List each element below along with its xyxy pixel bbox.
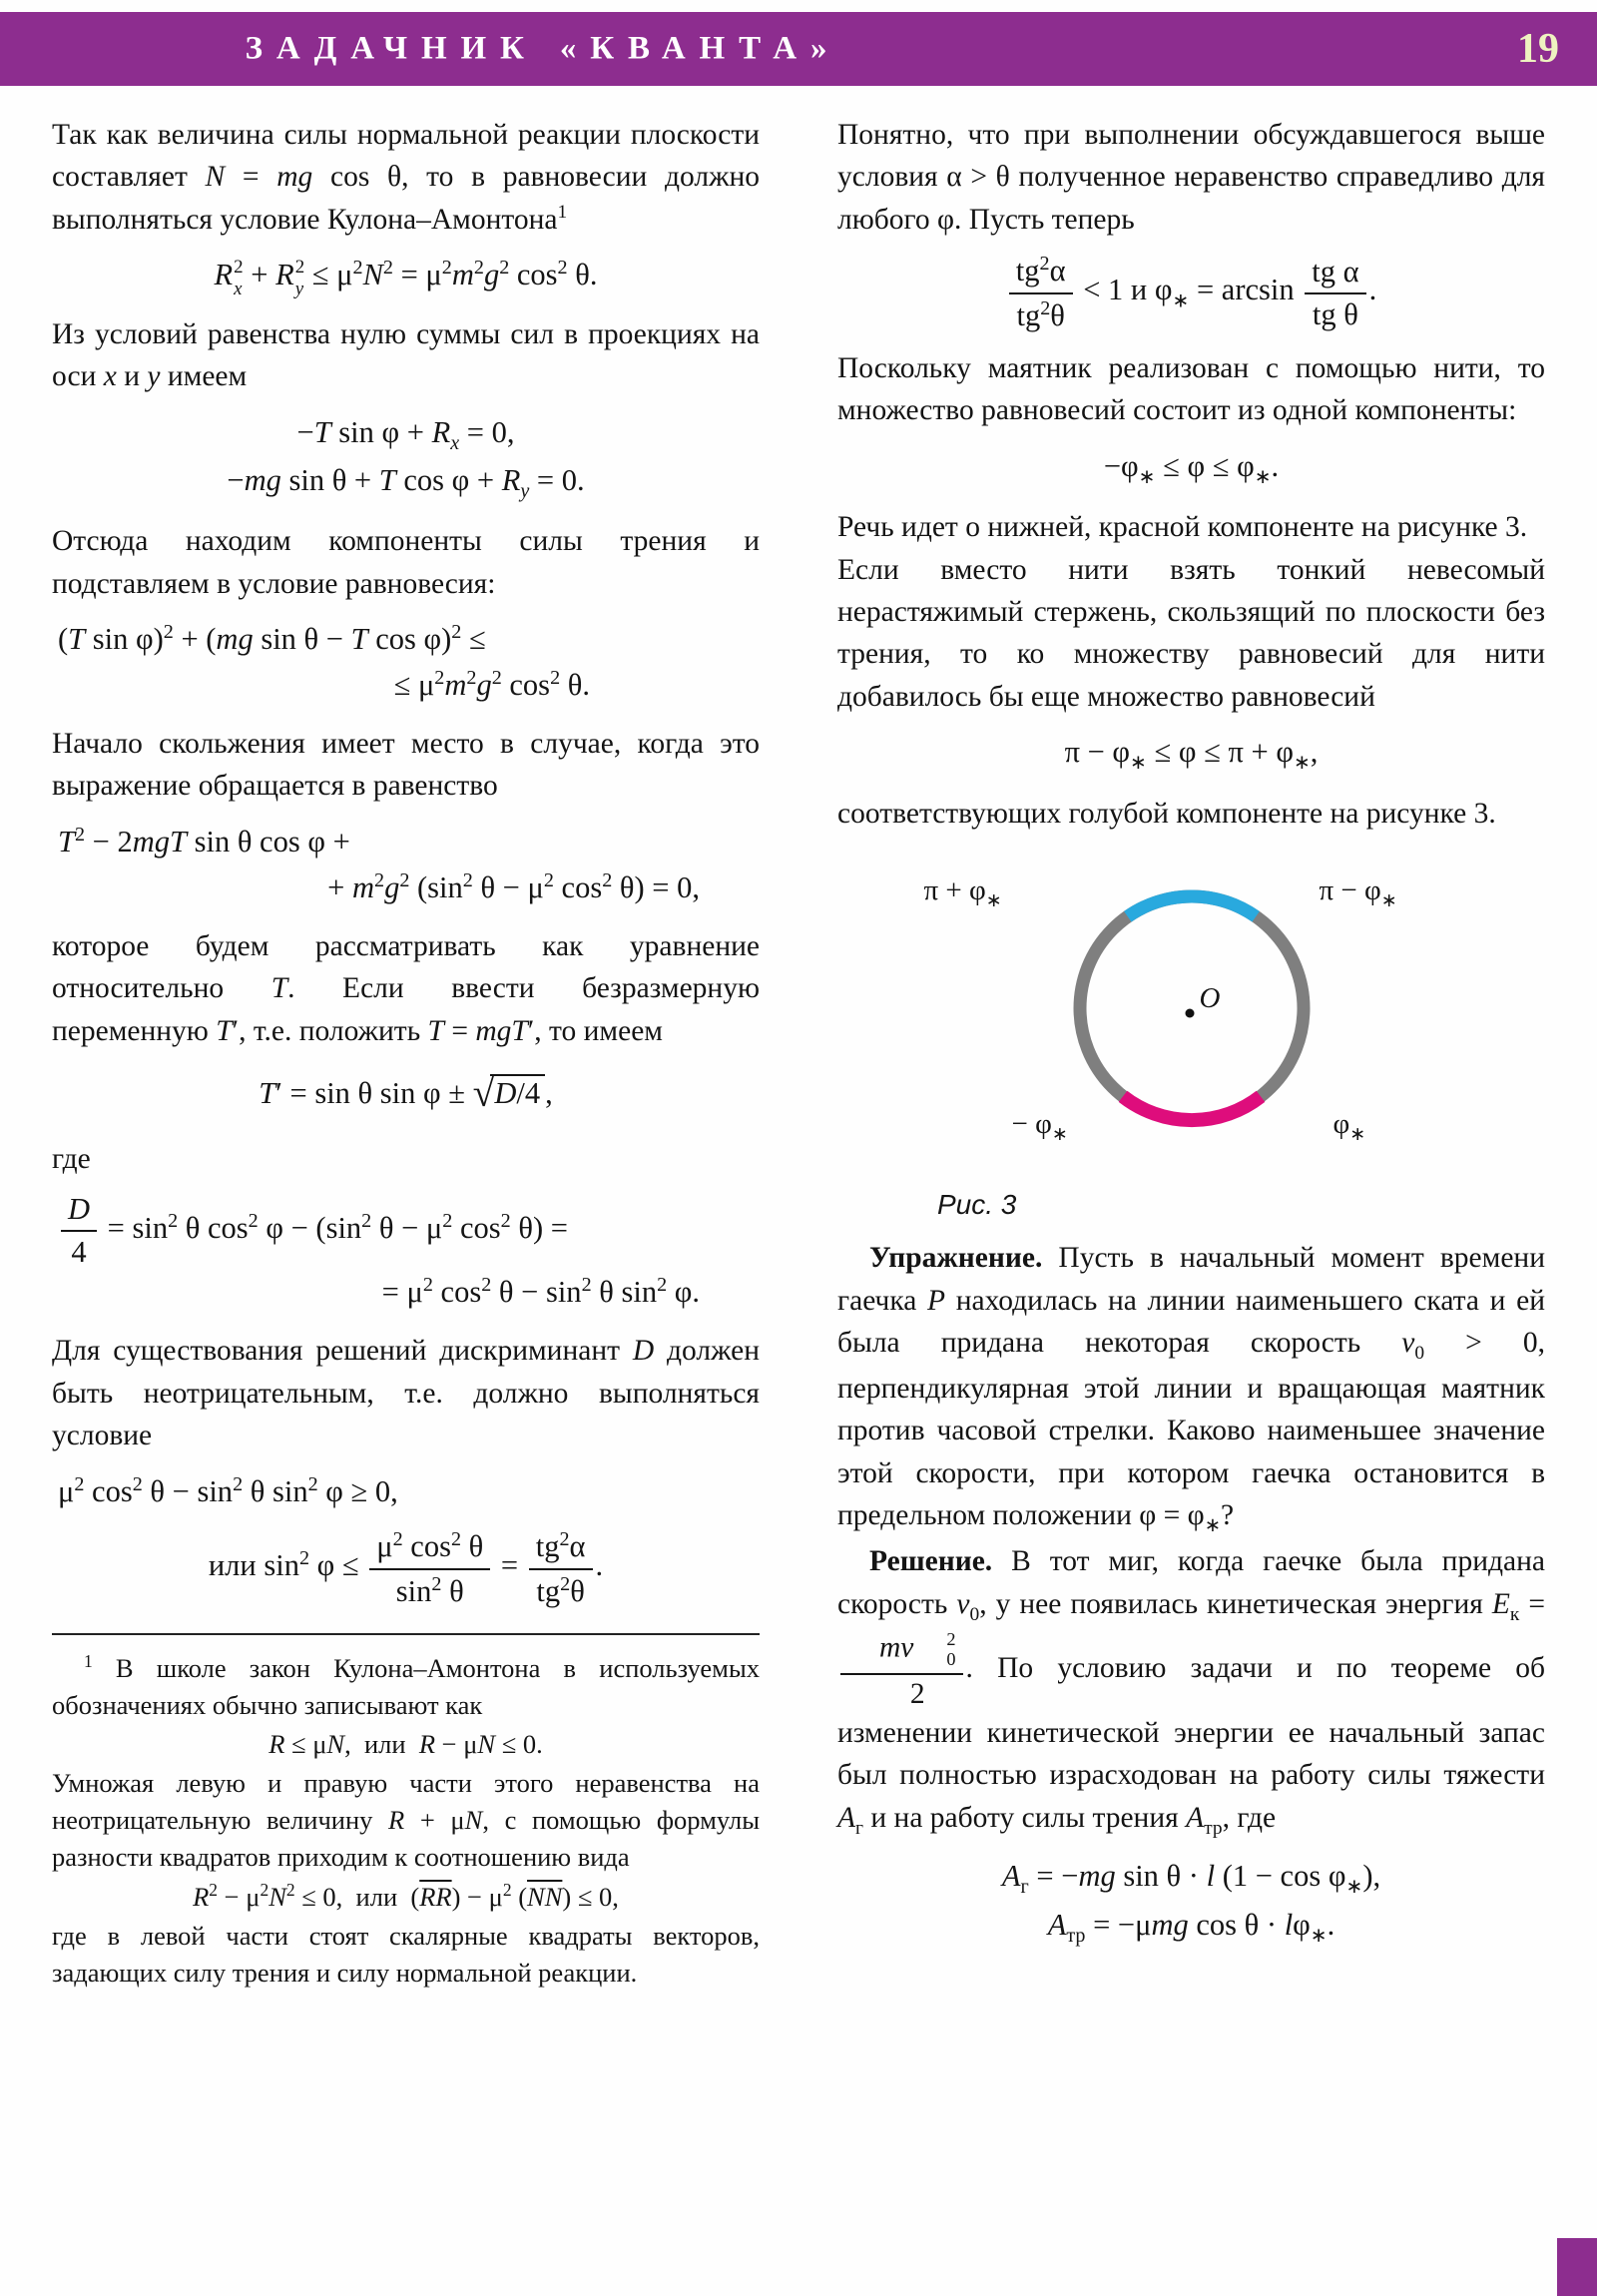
- paragraph: Если вместо нити взять тонкий невесомый нерастяжимый стержень, скользящий по плоскости без трения, то ко множеству равновесий для нити добавилось бы еще множество равновесий: [837, 553, 1545, 713]
- formula: $T^2 - 2mgT$ sin θ cos φ + + $m^2g^2$ ($\sin^2$ $\theta - \mu^2$ $\cos^2 \theta) = 0$,: [58, 823, 700, 904]
- page-header-bar: [0, 12, 1597, 86]
- paragraph: соответствующих голубой компоненте на рисунке 3.: [837, 797, 1496, 830]
- label-center-O: O: [1199, 982, 1221, 1015]
- formula: $\mu^2$ $\cos^2 \theta - \sin^2 \theta$ $\sin^2 \varphi \ge 0$,: [58, 1472, 398, 1508]
- paragraph: Так как величина силы нормальной реакции плоскости составляет N = mg cos θ, то в равновесии должно выполняться условие Кулона–Амонтона$^1$: [52, 119, 760, 236]
- right-column: [837, 114, 1545, 1994]
- formula: (T sin φ)$^2$ + (mg sin θ − T cos φ)$^2$ ≤ ≤ $\mu^2m^2g^2$ $\cos^2 \theta$.: [58, 621, 590, 703]
- paragraph: Поскольку маятник реализован с помощью нити, то множество равновесий состоит из одной компоненты:: [837, 351, 1545, 427]
- label-minus-phi-star: − $\varphi_∗$: [1011, 1108, 1068, 1145]
- paragraph: Отсюда находим компоненты силы трения и подставляем в условие равновесия:: [52, 525, 760, 600]
- paragraph: Упражнение. Пусть в начальный момент времени гаечка P находилась на линии наименьшего ската и ей была придана некоторая скорость $v_0 > 0$, перпендикулярная этой линии и вращающая маятник против часовой стрелки. Каково наименьшее значение этой скорости, при котором гаечка остановится в предельном положении $\varphi = \varphi_∗$?: [837, 1242, 1546, 1537]
- arc-magenta-component: [1123, 1096, 1261, 1120]
- figure-3: [837, 841, 1545, 1221]
- two-column-layout: [0, 86, 1597, 1994]
- formula: $-\varphi_∗ \le \varphi \le \varphi_∗$.: [1103, 448, 1280, 488]
- formula: $A_г = -mg$ sin θ · l $(1 - \cos \varphi_∗)$, $A_{тр} = -\mu mg$ $\cos \theta \cdot l\varphi_∗$.: [1001, 1859, 1381, 1947]
- label-pi-plus-phi-star: $\pi + \varphi_∗$: [923, 874, 1002, 911]
- formula: −T $\sin \varphi + R_x = 0$, −mg sin θ + T $\cos \varphi + R_y = 0$.: [227, 414, 585, 503]
- formula: R 2 x + R 2 y ≤ $\mu^2N^2 = \mu^2m^2g^2$ $\cos^2 \theta$.: [214, 257, 598, 299]
- page-number: 19: [1517, 26, 1559, 72]
- paragraph: Начало скольжения имеет место в случае, когда это выражение обращается в равенство: [52, 727, 760, 803]
- label-phi-star: $\varphi_∗$: [1332, 1108, 1366, 1145]
- formula: $\frac{tg^2\alpha}{tg^2\theta}$ < 1 и $\varphi_∗ = \arcsin$ $\frac{\text{tg α}}{\text{tg θ}}$ .: [837, 253, 1545, 332]
- paragraph: Для существования решений дискриминант D должен быть неотрицательным, т.е. должно выполняться условие: [52, 1335, 760, 1452]
- paragraph: Понятно, что при выполнении обсуждавшегося выше условия α > θ полученное неравенство справедливо для любого φ. Пусть теперь: [837, 119, 1545, 236]
- paragraph: которое будем рассматривать как уравнение относительно T. Если ввести безразмерную переменную T′, т.е. положить T = mgT′, то имеем: [52, 929, 760, 1047]
- formula: $\pi - \varphi_∗ \le \varphi \le \pi + \varphi_∗$,: [1064, 735, 1319, 775]
- arc-blue-component: [1127, 896, 1255, 916]
- figure-3-canvas: [872, 841, 1511, 1185]
- left-column: [52, 114, 760, 1994]
- formula: T′ = sin θ sin φ ± √D/4 ,: [259, 1071, 553, 1116]
- paragraph: Решение. В тот миг, когда гаечке была придана скорость $v_0$, у нее появилась кинетическая энергия $E_к$ = mv 2 0 2 . По условию задачи и по теореме об изменении кинетической энергии ее начальный запас был полностью израсходован на работу силы тяжести $A_г$ и на работу силы трения $A_{тр}$, где: [837, 1545, 1545, 1839]
- formula: или $\sin^2 \varphi$ ≤ $\frac{\mu^2 \cos^2 \theta}{\sin^2 \theta}$ = $\frac{tg^2\alpha}{tg^2\theta}$ .: [208, 1528, 604, 1608]
- section-title: ЗАДАЧНИК «КВАНТА»: [245, 30, 841, 67]
- corner-decoration: [1557, 2238, 1597, 2296]
- paragraph: где: [52, 1142, 91, 1175]
- paragraph: Из условий равенства нулю суммы сил в проекциях на оси x и y имеем: [52, 317, 760, 393]
- label-pi-minus-phi-star: $\pi - \varphi_∗$: [1319, 874, 1397, 911]
- ring-gray: [1080, 896, 1304, 1120]
- footnote: $^1$ В школе закон Кулона–Амонтона в используемых обозначениях обычно записывают как R ≤ μN, или R − μN ≤ 0. Умножая левую и правую части этого неравенства на неотрицательную величину R + μN, с помощью формулы разности квадратов приходим к соотношению вида $R^2 - \mu^2N^2 \le 0$, или $(\overline{RR}) - \mu^2$ $(\overline{NN}) \le 0$, где в левой части стоят скалярные квадраты векторов, задающих силу трения и силу нормальной реакции.: [52, 1633, 760, 1993]
- center-dot: [1185, 1009, 1194, 1018]
- paragraph: Речь идет о нижней, красной компоненте на рисунке 3.: [837, 511, 1528, 544]
- figure-caption: Рис. 3: [937, 1189, 1017, 1221]
- formula: $\frac{D}{4}$ = $\sin^2 \theta$ $\cos^2 \varphi - (\sin^2$ $\theta - \mu^2$ $\cos^2 \theta$) = = $\mu^2$ $\cos^2 \theta - \sin^2 \theta$ $\sin^2 \varphi$.: [52, 1192, 760, 1316]
